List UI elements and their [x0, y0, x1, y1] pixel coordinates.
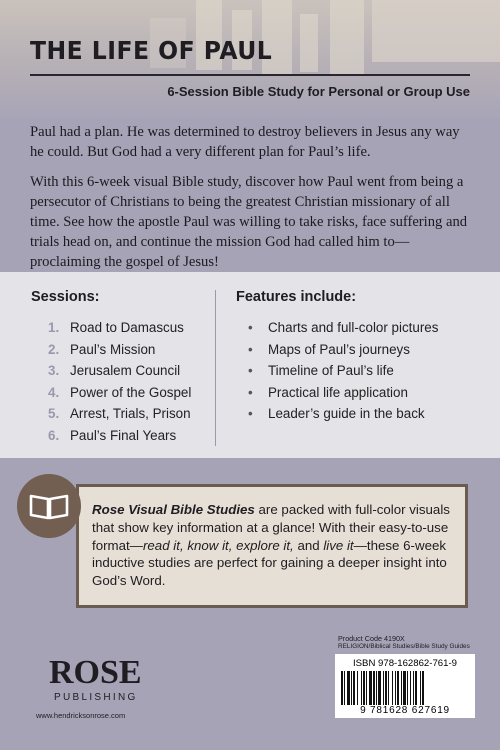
barcode-digits: 9 781628 627619 [360, 705, 450, 716]
feature-label: Leader’s guide in the back [268, 406, 425, 422]
barcode-bars [341, 671, 469, 705]
series-name: Rose Visual Bible Studies [92, 502, 255, 517]
sessions-features-panel [0, 272, 500, 458]
list-item [48, 360, 191, 382]
logo-subtitle: PUBLISHING [54, 692, 138, 703]
intro-text [30, 122, 472, 282]
intro-paragraph: Paul had a plan. He was determined to destroy believers in Jesus any way he could. But God had a very different plan for Paul’s life. [30, 124, 460, 160]
session-label: Paul’s Mission [70, 341, 156, 357]
callout-format-text: live it [323, 537, 354, 553]
callout-text-part: are packed with full-color visuals that show key information at a glance! With their easy-to-use format— [92, 502, 450, 553]
list-item [248, 382, 438, 404]
list-item [48, 403, 191, 425]
features-list [248, 317, 438, 425]
subtitle: 6-Session Bible Study for Personal or Group Use [167, 84, 470, 99]
features-heading: Features include: [236, 289, 357, 305]
session-number: 1. [48, 320, 60, 335]
session-number: 4. [48, 384, 60, 400]
feature-label: Practical life application [268, 384, 408, 400]
session-number: 2. [48, 341, 60, 357]
bullet-icon: • [248, 363, 253, 379]
callout-text [92, 501, 462, 590]
callout-text-part: and [293, 537, 324, 553]
barcode [335, 654, 475, 718]
intro-paragraph: With this 6-week visual Bible study, discover how Paul went from being a persecutor of Christians to being the greatest Christian missionary of all time. See how the apostle Paul was willing to take risks, face suffering and trials head on, and continue the mission God had called him to—proclaiming the gospel of Jesus! [30, 174, 468, 270]
list-item [248, 360, 438, 382]
bullet-icon: • [248, 406, 253, 422]
list-item [248, 403, 438, 425]
publisher-website: www.hendricksonrose.com [36, 711, 126, 720]
feature-label: Maps of Paul’s journeys [268, 341, 410, 357]
list-item [48, 382, 191, 404]
list-item [48, 317, 191, 339]
title-divider [30, 74, 470, 76]
list-item [248, 317, 438, 339]
product-code: Product Code 4190X [338, 634, 405, 643]
session-number: 5. [48, 406, 60, 422]
session-label: Paul’s Final Years [70, 427, 177, 443]
feature-label: Charts and full-color pictures [268, 320, 439, 335]
logo-name: ROSE [49, 654, 142, 691]
callout-format-text: read it, know it, explore it, [142, 537, 294, 553]
session-label: Power of the Gospel [70, 384, 192, 400]
bullet-icon: • [248, 320, 253, 335]
bullet-icon: • [248, 384, 253, 400]
session-number: 6. [48, 427, 60, 443]
sessions-heading: Sessions: [31, 289, 100, 305]
session-label: Jerusalem Council [70, 363, 181, 379]
list-item [248, 339, 438, 361]
list-item [48, 425, 191, 447]
product-category: RELIGION/Biblical Studies/Bible Study Guides [338, 643, 470, 650]
sessions-list [48, 317, 191, 447]
session-label: Arrest, Trials, Prison [70, 406, 191, 422]
session-label: Road to Damascus [70, 320, 184, 335]
page-title: THE LIFE OF PAUL [30, 36, 273, 65]
callout-text-part: —these 6-week inductive studies are perfect for gaining a deeper insight into God’s Word. [92, 537, 447, 589]
isbn-label: ISBN 978-162862-761-9 [352, 658, 457, 669]
bullet-icon: • [248, 341, 253, 357]
feature-label: Timeline of Paul’s life [268, 363, 394, 379]
session-number: 3. [48, 363, 60, 379]
open-book-icon [17, 474, 81, 538]
column-divider [215, 290, 216, 446]
list-item [48, 339, 191, 361]
